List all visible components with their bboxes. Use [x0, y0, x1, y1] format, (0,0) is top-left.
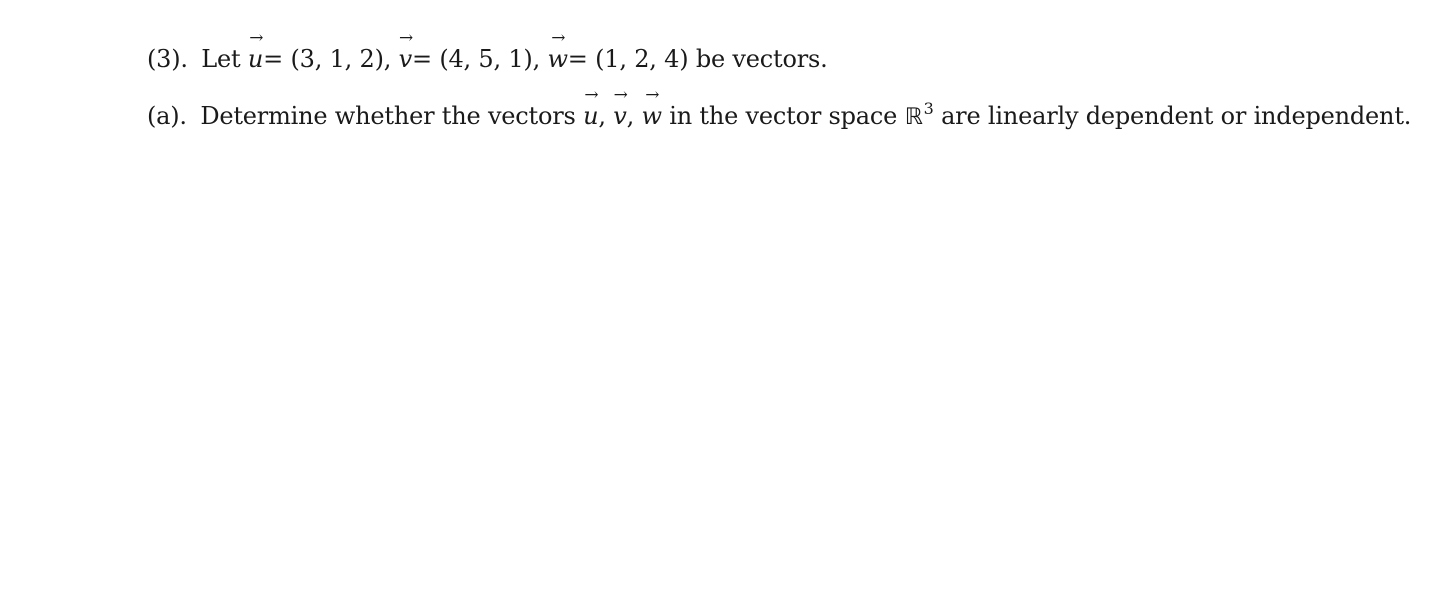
- vector-w-value: = (1, 2, 4): [567, 45, 689, 73]
- vector-u-value: = (3, 1, 2),: [263, 45, 392, 73]
- part-a-line: (a). Determine whether the vectors → u, → v, → w in the vector space ℝ$^3$ are linearly dependent or independent.: [147, 85, 1412, 130]
- statement-lead: Let: [201, 45, 241, 73]
- vector-arrow-icon: →: [249, 28, 264, 48]
- real-space-symbol: ℝ: [904, 104, 923, 130]
- vector-arrow-icon: →: [584, 85, 599, 105]
- vector-v-value: = (4, 5, 1),: [411, 45, 541, 73]
- part-label: (a).: [147, 102, 187, 130]
- vector-arrow-icon: →: [398, 28, 414, 48]
- vector-v: → v: [613, 85, 628, 130]
- problem-text: [147, 28, 1412, 132]
- vector-arrow-icon: →: [645, 85, 660, 105]
- statement-tail: be vectors.: [695, 45, 828, 73]
- part-a-lead: Determine whether the vectors: [200, 102, 576, 130]
- vector-w: → w: [547, 28, 568, 73]
- vector-arrow-icon: →: [613, 85, 628, 105]
- vector-w: → w: [641, 85, 662, 130]
- vector-u: → u: [247, 28, 264, 73]
- part-a-tail: are linearly dependent or independent.: [941, 102, 1412, 130]
- vector-u: → u: [583, 85, 599, 130]
- vector-arrow-icon: →: [551, 28, 566, 48]
- vector-v: → v: [398, 28, 414, 73]
- problem-number: (3).: [147, 45, 188, 73]
- part-a-middle: in the vector space: [669, 102, 898, 130]
- space-exponent: 3: [923, 99, 934, 118]
- problem-statement-line: [147, 28, 1400, 74]
